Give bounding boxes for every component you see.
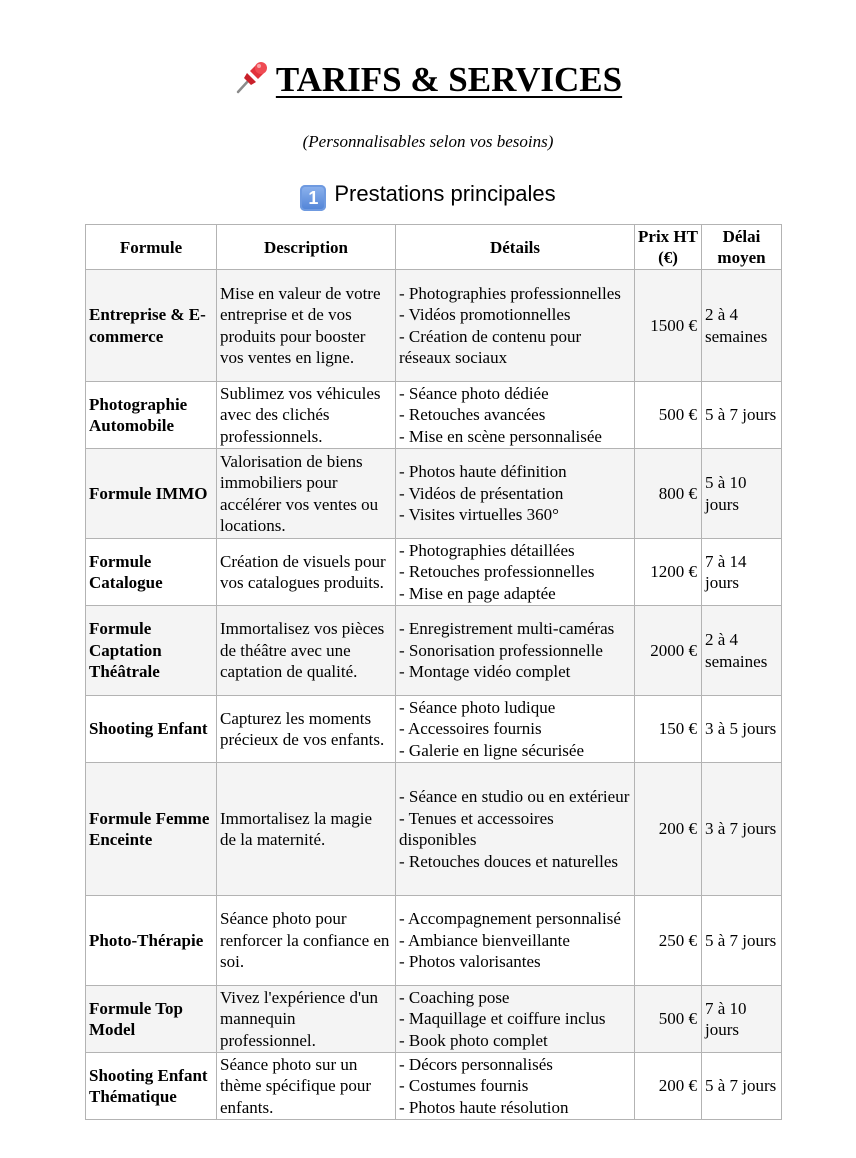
detail-item: - Accompagnement personnalisé	[399, 909, 621, 929]
header-details: Détails	[396, 225, 635, 270]
cell-delai: 5 à 10 jours	[702, 449, 782, 539]
cell-prix: 250 €	[635, 896, 702, 986]
detail-item: - Mise en page adaptée	[399, 583, 556, 603]
detail-item: - Photographies détaillées	[399, 540, 575, 560]
detail-item: - Accessoires fournis	[399, 719, 542, 739]
section-title: Prestations principales	[334, 181, 556, 206]
table-header-row	[86, 225, 782, 270]
table-row	[86, 896, 782, 986]
cell-details	[396, 763, 635, 896]
detail-item: - Enregistrement multi-caméras	[399, 619, 615, 639]
detail-item: - Ambiance bienveillante	[399, 930, 570, 950]
cell-details	[396, 539, 635, 606]
cell-prix: 200 €	[635, 763, 702, 896]
cell-formule: Shooting Enfant	[86, 696, 217, 763]
cell-details	[396, 382, 635, 449]
detail-item: - Retouches avancées	[399, 405, 546, 425]
detail-item: - Photos valorisantes	[399, 952, 541, 972]
cell-description: Valorisation de biens immobiliers pour accélérer vos ventes ou locations.	[217, 449, 396, 539]
page-title	[0, 58, 856, 102]
cell-prix: 800 €	[635, 449, 702, 539]
cell-formule: Photo-Thérapie	[86, 896, 217, 986]
detail-item: - Mise en scène personnalisée	[399, 426, 602, 446]
cell-formule: Formule Femme Enceinte	[86, 763, 217, 896]
cell-details	[396, 449, 635, 539]
cell-formule: Formule IMMO	[86, 449, 217, 539]
table-row	[86, 382, 782, 449]
cell-details	[396, 1053, 635, 1120]
cell-description: Sublimez vos véhicules avec des clichés professionnels.	[217, 382, 396, 449]
cell-delai: 7 à 14 jours	[702, 539, 782, 606]
cell-prix: 200 €	[635, 1053, 702, 1120]
table-row	[86, 449, 782, 539]
detail-item: - Vidéos de présentation	[399, 483, 564, 503]
cell-delai: 5 à 7 jours	[702, 896, 782, 986]
detail-item: - Photos haute définition	[399, 462, 567, 482]
detail-item: - Visites virtuelles 360°	[399, 505, 559, 525]
detail-item: - Photos haute résolution	[399, 1097, 569, 1117]
cell-prix: 150 €	[635, 696, 702, 763]
cell-delai: 2 à 4 semaines	[702, 606, 782, 696]
cell-description: Séance photo sur un thème spécifique pour enfants.	[217, 1053, 396, 1120]
detail-item: - Retouches douces et naturelles	[399, 851, 619, 871]
cell-delai: 5 à 7 jours	[702, 382, 782, 449]
header-prix: Prix HT (€)	[635, 225, 702, 270]
detail-item: - Sonorisation professionnelle	[399, 640, 603, 660]
cell-details	[396, 270, 635, 382]
cell-prix: 2000 €	[635, 606, 702, 696]
cell-formule: Shooting Enfant Thématique	[86, 1053, 217, 1120]
table-row	[86, 986, 782, 1053]
detail-item: - Séance photo ludique	[399, 697, 556, 717]
table-row	[86, 1053, 782, 1120]
table-row	[86, 763, 782, 896]
table-row	[86, 696, 782, 763]
cell-details	[396, 606, 635, 696]
cell-formule: Formule Captation Théâtrale	[86, 606, 217, 696]
cell-description: Création de visuels pour vos catalogues produits.	[217, 539, 396, 606]
detail-item: - Décors personnalisés	[399, 1054, 553, 1074]
page-subtitle: (Personnalisables selon vos besoins)	[302, 132, 554, 151]
cell-prix: 500 €	[635, 382, 702, 449]
cell-delai: 7 à 10 jours	[702, 986, 782, 1053]
pricing-table	[85, 224, 782, 1120]
detail-item: - Création de contenu pour réseaux sociaux	[399, 326, 582, 367]
cell-prix: 500 €	[635, 986, 702, 1053]
cell-description: Mise en valeur de votre entreprise et de vos produits pour booster vos ventes en ligne.	[217, 270, 396, 382]
cell-delai: 3 à 7 jours	[702, 763, 782, 896]
cell-description: Immortalisez vos pièces de théâtre avec une captation de qualité.	[217, 606, 396, 696]
cell-prix: 1200 €	[635, 539, 702, 606]
cell-formule: Photographie Automobile	[86, 382, 217, 449]
cell-formule: Entreprise & E-commerce	[86, 270, 217, 382]
cell-delai: 5 à 7 jours	[702, 1053, 782, 1120]
detail-item: - Costumes fournis	[399, 1076, 529, 1096]
pushpin-icon	[234, 59, 270, 95]
table-row	[86, 539, 782, 606]
detail-item: - Maquillage et coiffure inclus	[399, 1009, 606, 1029]
cell-formule: Formule Catalogue	[86, 539, 217, 606]
detail-item: - Galerie en ligne sécurisée	[399, 740, 585, 760]
detail-item: - Coaching pose	[399, 987, 510, 1007]
detail-item: - Book photo complet	[399, 1030, 548, 1050]
cell-delai: 3 à 5 jours	[702, 696, 782, 763]
page-title-text: TARIFS & SERVICES	[275, 60, 623, 99]
cell-description: Immortalisez la magie de la maternité.	[217, 763, 396, 896]
cell-description: Capturez les moments précieux de vos enfants.	[217, 696, 396, 763]
cell-description: Séance photo pour renforcer la confiance en soi.	[217, 896, 396, 986]
header-formule: Formule	[86, 225, 217, 270]
detail-item: - Vidéos promotionnelles	[399, 305, 571, 324]
detail-item: - Photographies professionnelles	[399, 283, 621, 303]
keycap-number-icon: 1	[300, 185, 326, 211]
section-heading	[0, 180, 856, 211]
detail-item: - Tenues et accessoires disponibles	[399, 808, 554, 849]
table-row	[86, 606, 782, 696]
cell-formule: Formule Top Model	[86, 986, 217, 1053]
cell-details	[396, 896, 635, 986]
detail-item: - Séance photo dédiée	[399, 383, 549, 403]
detail-item: - Montage vidéo complet	[399, 662, 571, 682]
cell-prix: 1500 €	[635, 270, 702, 382]
cell-delai: 2 à 4 semaines	[702, 270, 782, 382]
cell-details	[396, 986, 635, 1053]
detail-item: - Retouches professionnelles	[399, 562, 595, 582]
cell-details	[396, 696, 635, 763]
detail-item: - Séance en studio ou en extérieur	[399, 787, 630, 806]
header-delai: Délai moyen	[702, 225, 782, 270]
header-description: Description	[217, 225, 396, 270]
cell-description: Vivez l'expérience d'un mannequin professionnel.	[217, 986, 396, 1053]
table-row	[86, 270, 782, 382]
